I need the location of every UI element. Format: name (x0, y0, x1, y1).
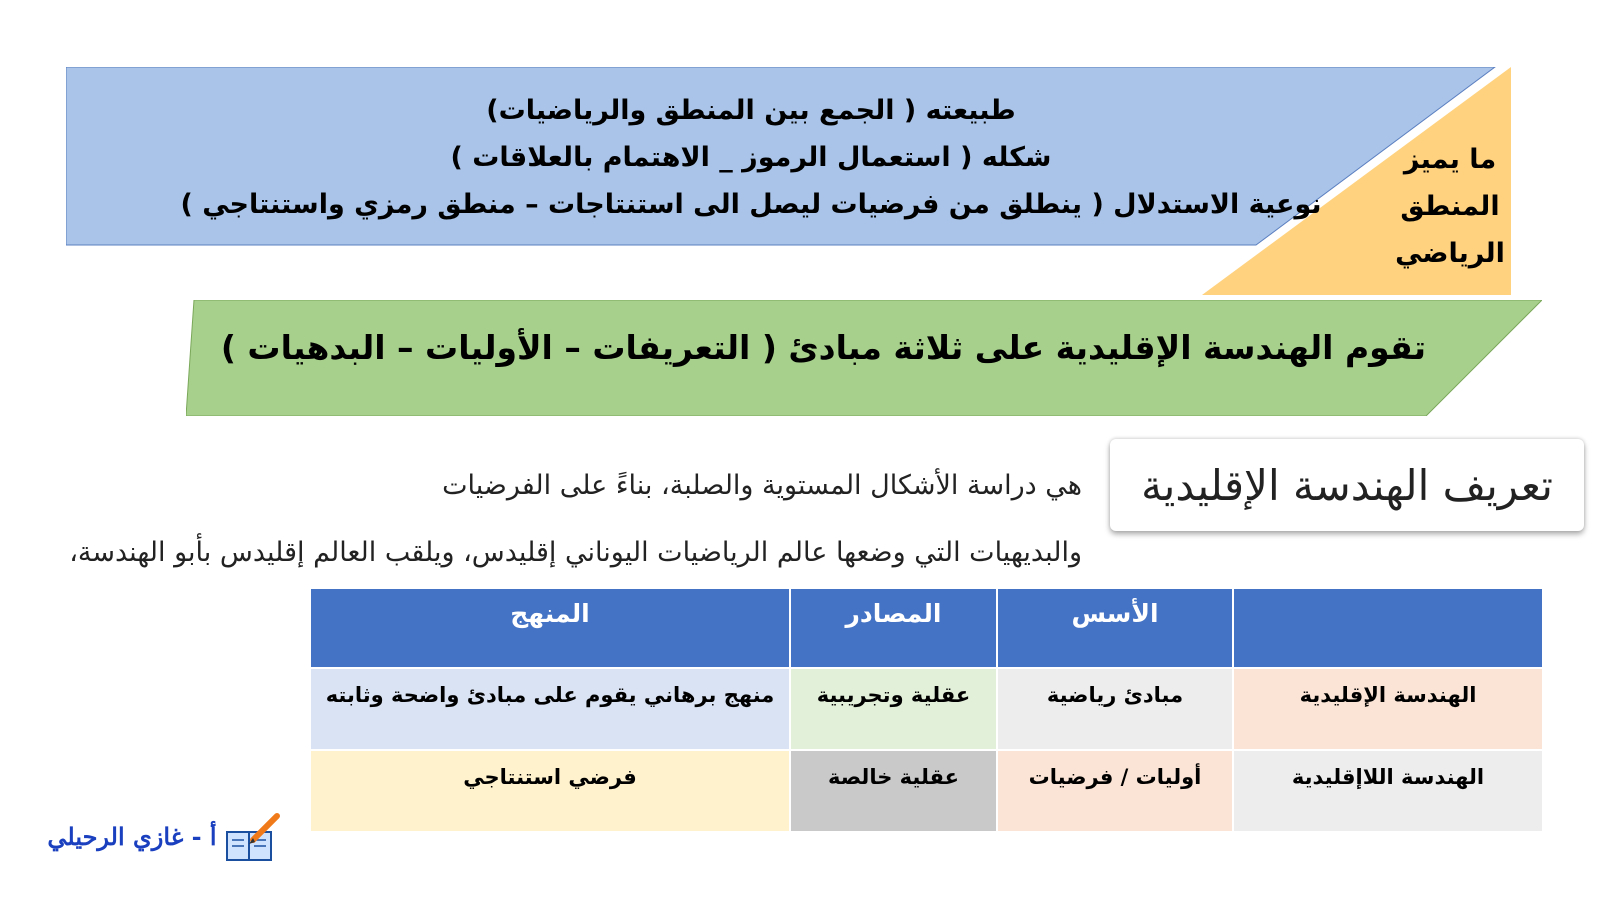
header-line-reasoning: نوعية الاستدلال ( ينطلق من فرضيات ليصل الى استنتاجات – منطق رمزي واستنتاجي ) (180, 189, 1322, 220)
header-lines (156, 87, 1346, 228)
table-header-row (310, 588, 1543, 668)
definition-title-card (1110, 439, 1584, 531)
signature-text: أ - غازي الرحيلي (47, 822, 217, 851)
principles-text: تقوم الهندسة الإقليدية على ثلاثة مبادئ ( التعريفات – الأوليات – البدهيات ) (220, 328, 1426, 367)
cell-method: فرضي استنتاجي (310, 750, 790, 832)
side-label-line-2: المنطق (1400, 191, 1500, 222)
side-label-line-1: ما يميز (1403, 144, 1497, 175)
header-line-nature: طبيعته ( الجمع بين المنطق والرياضيات) (486, 95, 1016, 126)
cell-sources: عقلية وتجريبية (790, 668, 997, 750)
definition-line-1: هي دراسة الأشكال المستوية والصلبة، بناءً على الفرضيات (442, 470, 1082, 501)
table-row (310, 668, 1543, 750)
side-label (1375, 136, 1525, 277)
cell-method: منهج برهاني يقوم على مبادئ واضحة وثابته (310, 668, 790, 750)
table-row (310, 750, 1543, 832)
header-cell-sources: المصادر (790, 588, 997, 668)
definition-title: تعريف الهندسة الإقليدية (1141, 460, 1553, 510)
cell-geometry-type: الهندسة اللاإقليدية (1233, 750, 1543, 832)
cell-foundations: أوليات / فرضيات (997, 750, 1233, 832)
header-banner (66, 67, 1529, 252)
definition-text (22, 452, 1082, 586)
cell-foundations: مبادئ رياضية (997, 668, 1233, 750)
cell-sources: عقلية خالصة (790, 750, 997, 832)
principles-banner (186, 300, 1542, 416)
comparison-table (309, 587, 1544, 833)
author-signature (38, 810, 288, 870)
header-line-form: شكله ( استعمال الرموز _ الاهتمام بالعلاقات ) (450, 142, 1052, 173)
header-cell-foundations: الأسس (997, 588, 1233, 668)
side-label-line-3: الرياضي (1395, 238, 1505, 269)
header-cell-empty (1233, 588, 1543, 668)
header-cell-method: المنهج (310, 588, 790, 668)
cell-geometry-type: الهندسة الإقليدية (1233, 668, 1543, 750)
book-pencil-icon (223, 810, 283, 866)
definition-line-2: والبديهيات التي وضعها عالم الرياضيات اليوناني إقليدس، ويلقب العالم إقليدس بأبو الهندسة، (69, 537, 1082, 568)
